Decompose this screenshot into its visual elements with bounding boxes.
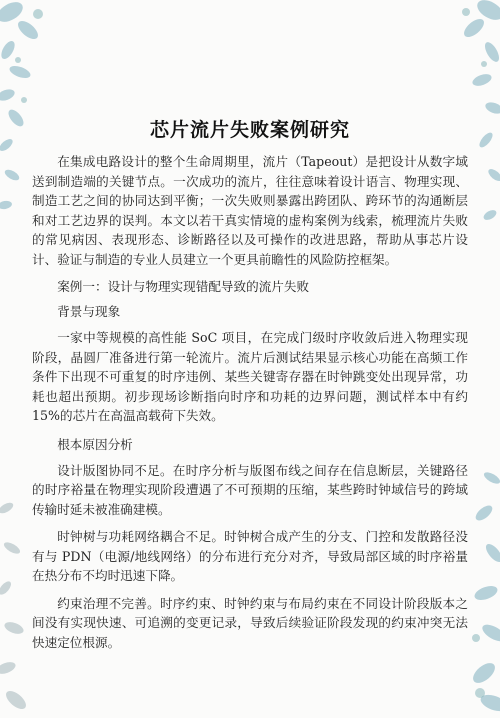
cause-paragraph-3: 约束治理不完善。时序约束、时钟约束与布局约束在不同设计阶段版本之间没有实现快速、可追溯的变更记录，导致后续验证阶段发现的约束冲突无法快速定位根源。 (32, 595, 468, 650)
page-title: 芯片流片失败案例研究 (149, 119, 350, 141)
cause-paragraph-2: 时钟树与功耗网络耦合不足。时钟树合成产生的分支、门控和发散路径没有与 PDN（电源/地线网络）的分布进行充分对齐，导致局部区域的时序裕量在热分布不均时迅速下降。 (32, 529, 468, 583)
article-body (32, 115, 468, 652)
section-heading-root-cause: 根本原因分析 (57, 436, 133, 452)
case-heading: 案例一：设计与物理实现错配导致的流片失败 (57, 279, 310, 294)
cause-paragraph-1: 设计版图协同不足。在时序分析与版图布线之间存在信息断层，关键路径的时序裕量在物理实现阶段遭遇了不可预期的压缩，某些跨时钟域信号的跨域传输时延未被准确建模。 (32, 462, 468, 517)
section-heading-background: 背景与现象 (57, 304, 121, 319)
background-paragraph: 一家中等规模的高性能 SoC 项目，在完成门级时序收敛后进入物理实现阶段，晶圆厂准备进行第一轮流片。流片后测试结果显示核心功能在高频工作条件下出现不可重复的时序违例、某些关键寄存器在时钟跳变处出现异常，功耗也超出预期。初步现场诊断指向时序和功耗的边界问题，测试样本中有约 15%的芯片在高温高载荷下失效。 (32, 330, 468, 423)
intro-paragraph: 在集成电路设计的整个生命周期里，流片（Tapeout）是把设计从数字域送到制造端的关键节点。一次成功的流片，往往意味着设计语言、物理实现、制造工艺之间的协同达到平衡；一次失败则暴露出跨团队、跨环节的沟通断层和对工艺边界的误判。本文以若干真实情境的虚构案例为线索，梳理流片失败的常见病因、表现形态、诊断路径以及可操作的改进思路，帮助从事芯片设计、验证与制造的专业人员建立一个更具前瞻性的风险防控框架。 (32, 154, 468, 267)
